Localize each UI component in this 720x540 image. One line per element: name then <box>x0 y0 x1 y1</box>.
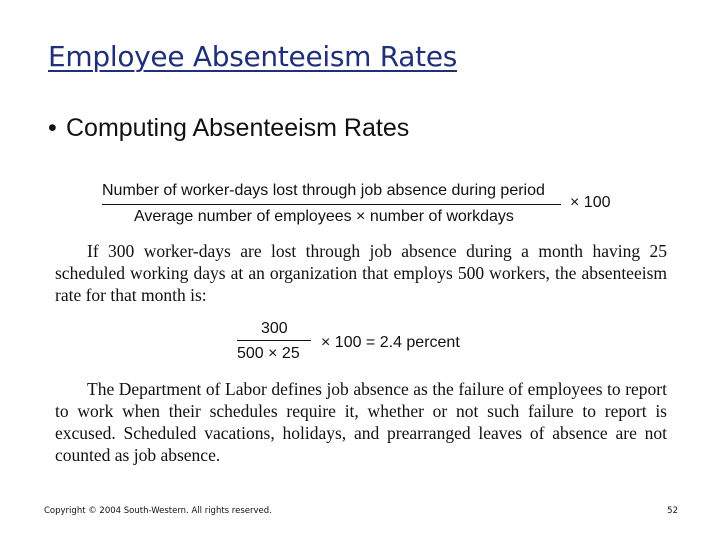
example-paragraph: If 300 worker-days are lost through job absence during a month having 25 scheduled working days at an organization that employs 500 workers, the absenteeism rate for that month is: <box>55 241 667 305</box>
example-denominator: 500 × 25 <box>237 345 300 362</box>
bullet-item <box>48 114 409 143</box>
fraction-bar <box>237 340 311 341</box>
page-number: 52 <box>667 506 678 516</box>
formula-multiplier: × 100 <box>570 194 611 211</box>
example-numerator: 300 <box>261 320 288 337</box>
formula-denominator: Average number of employees × number of workdays <box>134 208 514 225</box>
bullet-text: Computing Absenteeism Rates <box>66 114 410 142</box>
fraction-bar <box>102 204 561 205</box>
copyright-notice: Copyright © 2004 South-Western. All rights reserved. <box>44 506 272 516</box>
definition-paragraph: The Department of Labor defines job absence as the failure of employees to report to work when their schedules require it, whether or not such failure to report is excused. Scheduled vacations, holidays, and prearranged leaves of absence are not counted as job absence. <box>55 379 667 465</box>
formula-numerator: Number of worker-days lost through job absence during period <box>102 182 545 199</box>
slide-title: Employee Absenteeism Rates <box>48 40 458 73</box>
bullet-icon: • <box>48 114 57 142</box>
example-result: × 100 = 2.4 percent <box>321 334 460 351</box>
